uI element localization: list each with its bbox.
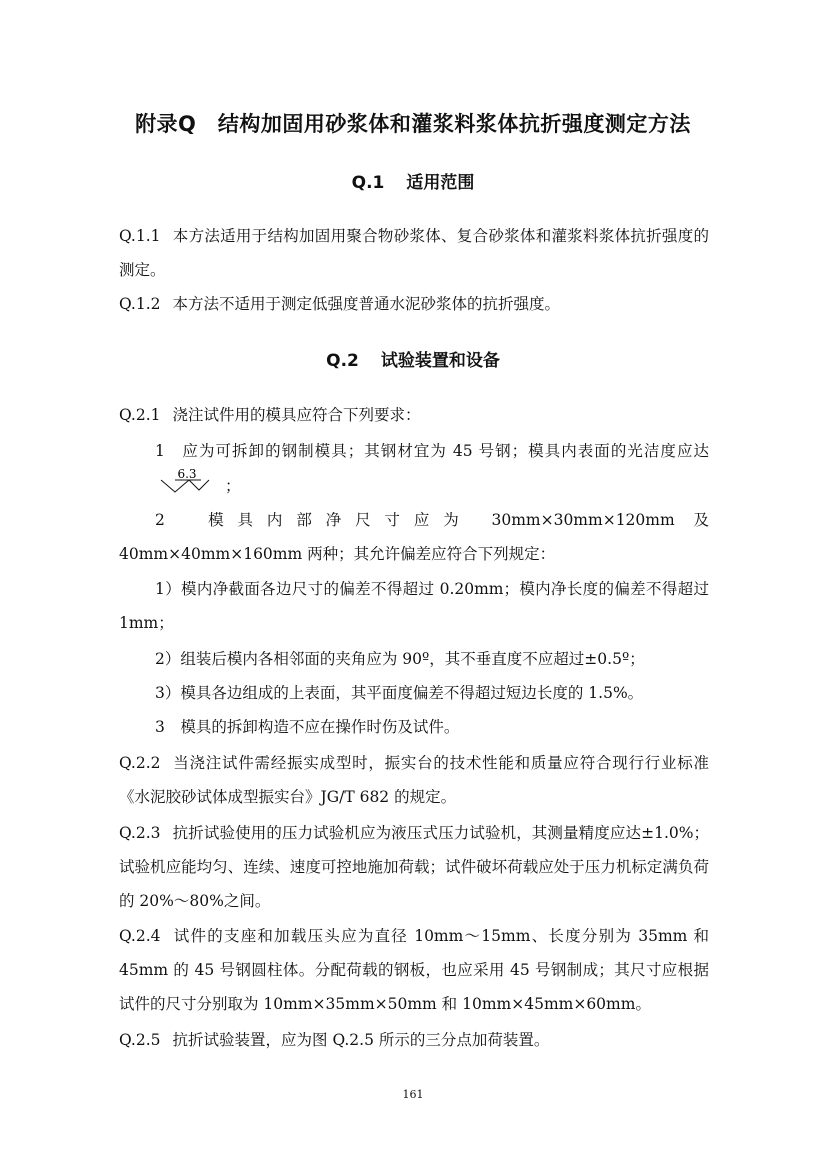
clause-q2-5: [119, 1023, 709, 1057]
section-title: 适用范围: [406, 173, 475, 193]
section-heading-q2: [0, 346, 826, 371]
clause-number: Q.2.3: [119, 824, 161, 842]
clause-number: Q.2.4: [119, 927, 161, 945]
roughness-value: 6.3: [177, 468, 197, 481]
clause-number: Q.2.5: [119, 1031, 161, 1049]
clause-text: 本方法适用于结构加固用聚合物砂浆体、复合砂浆体和灌浆料浆体抗折强度的测定。: [119, 227, 709, 279]
clause-q2-1: [119, 398, 709, 432]
clause-q1-2: [119, 287, 709, 321]
clause-text: 浇注试件用的模具应符合下列要求：: [172, 406, 421, 424]
section-number: Q.1: [351, 173, 385, 193]
section-title: 试验装置和设备: [380, 351, 500, 371]
item-text-end: ；: [225, 477, 241, 495]
clause-q2-4: [119, 919, 709, 1021]
clause-number: Q.1.1: [119, 227, 161, 245]
surface-roughness-symbol: [123, 468, 215, 506]
clause-q2-2: [119, 746, 709, 814]
clause-number: Q.1.2: [119, 295, 161, 313]
clause-text: 当浇注试件需经振实成型时，振实台的技术性能和质量应符合现行行业标准《水泥胶砂试体成型振实台》JG/T 682 的规定。: [119, 754, 709, 806]
clause-text: 抗折试验装置，应为图 Q.2.5 所示的三分点加荷装置。: [172, 1031, 550, 1049]
clause-q2-3: [119, 816, 709, 918]
page-number: 161: [402, 1088, 424, 1101]
item-1: [119, 434, 709, 506]
page-title: 附录Q 结构加固用砂浆体和灌浆料浆体抗折强度测定方法: [135, 112, 691, 136]
clause-number: Q.2.2: [119, 754, 161, 772]
sub-item-1: 1）模内净截面各边尺寸的偏差不得超过 0.20mm；模内净长度的偏差不得超过 1mm；: [119, 580, 709, 632]
clause-text: 本方法不适用于测定低强度普通水泥砂浆体的抗折强度。: [172, 295, 561, 313]
section-number: Q.2: [326, 351, 359, 371]
sub-item-3: 3）模具各边组成的上表面，其平面度偏差不得超过短边长度的 1.5%。: [155, 684, 644, 702]
item-text: 1 应为可拆卸的钢制模具；其钢材宜为 45 号钢；模具内表面的光洁度应达: [155, 442, 709, 460]
item-3: 3 模具的拆卸构造不应在操作时伤及试件。: [155, 718, 460, 736]
section-heading-q1: [0, 168, 826, 193]
clause-number: Q.2.1: [119, 406, 161, 424]
clause-text: 试件的支座和加载压头应为直径 10mm～15mm、长度分别为 35mm 和 45mm 的 45 号钢圆柱体。分配荷载的钢板，也应采用 45 号钢制成；其尺寸应根据试件的尺寸分别取为 10mm×35mm×50mm 和 10mm×45mm×60mm。: [119, 927, 709, 1013]
item-2: 2 模具内部净尺寸应为 30mm×30mm×120mm 及 40mm×40mm×160mm 两种；其允许偏差应符合下列规定：: [119, 511, 709, 563]
sub-item-2: 2）组装后模内各相邻面的夹角应为 90º，其不垂直度不应超过±0.5º；: [155, 650, 645, 668]
clause-text: 抗折试验使用的压力试验机应为液压式压力试验机，其测量精度应达±1.0%；试验机应能均匀、连续、速度可控地施加荷载；试件破坏荷载应处于压力机标定满负荷的 20%～80%之间。: [119, 824, 709, 910]
clause-q1-1: [119, 219, 709, 287]
